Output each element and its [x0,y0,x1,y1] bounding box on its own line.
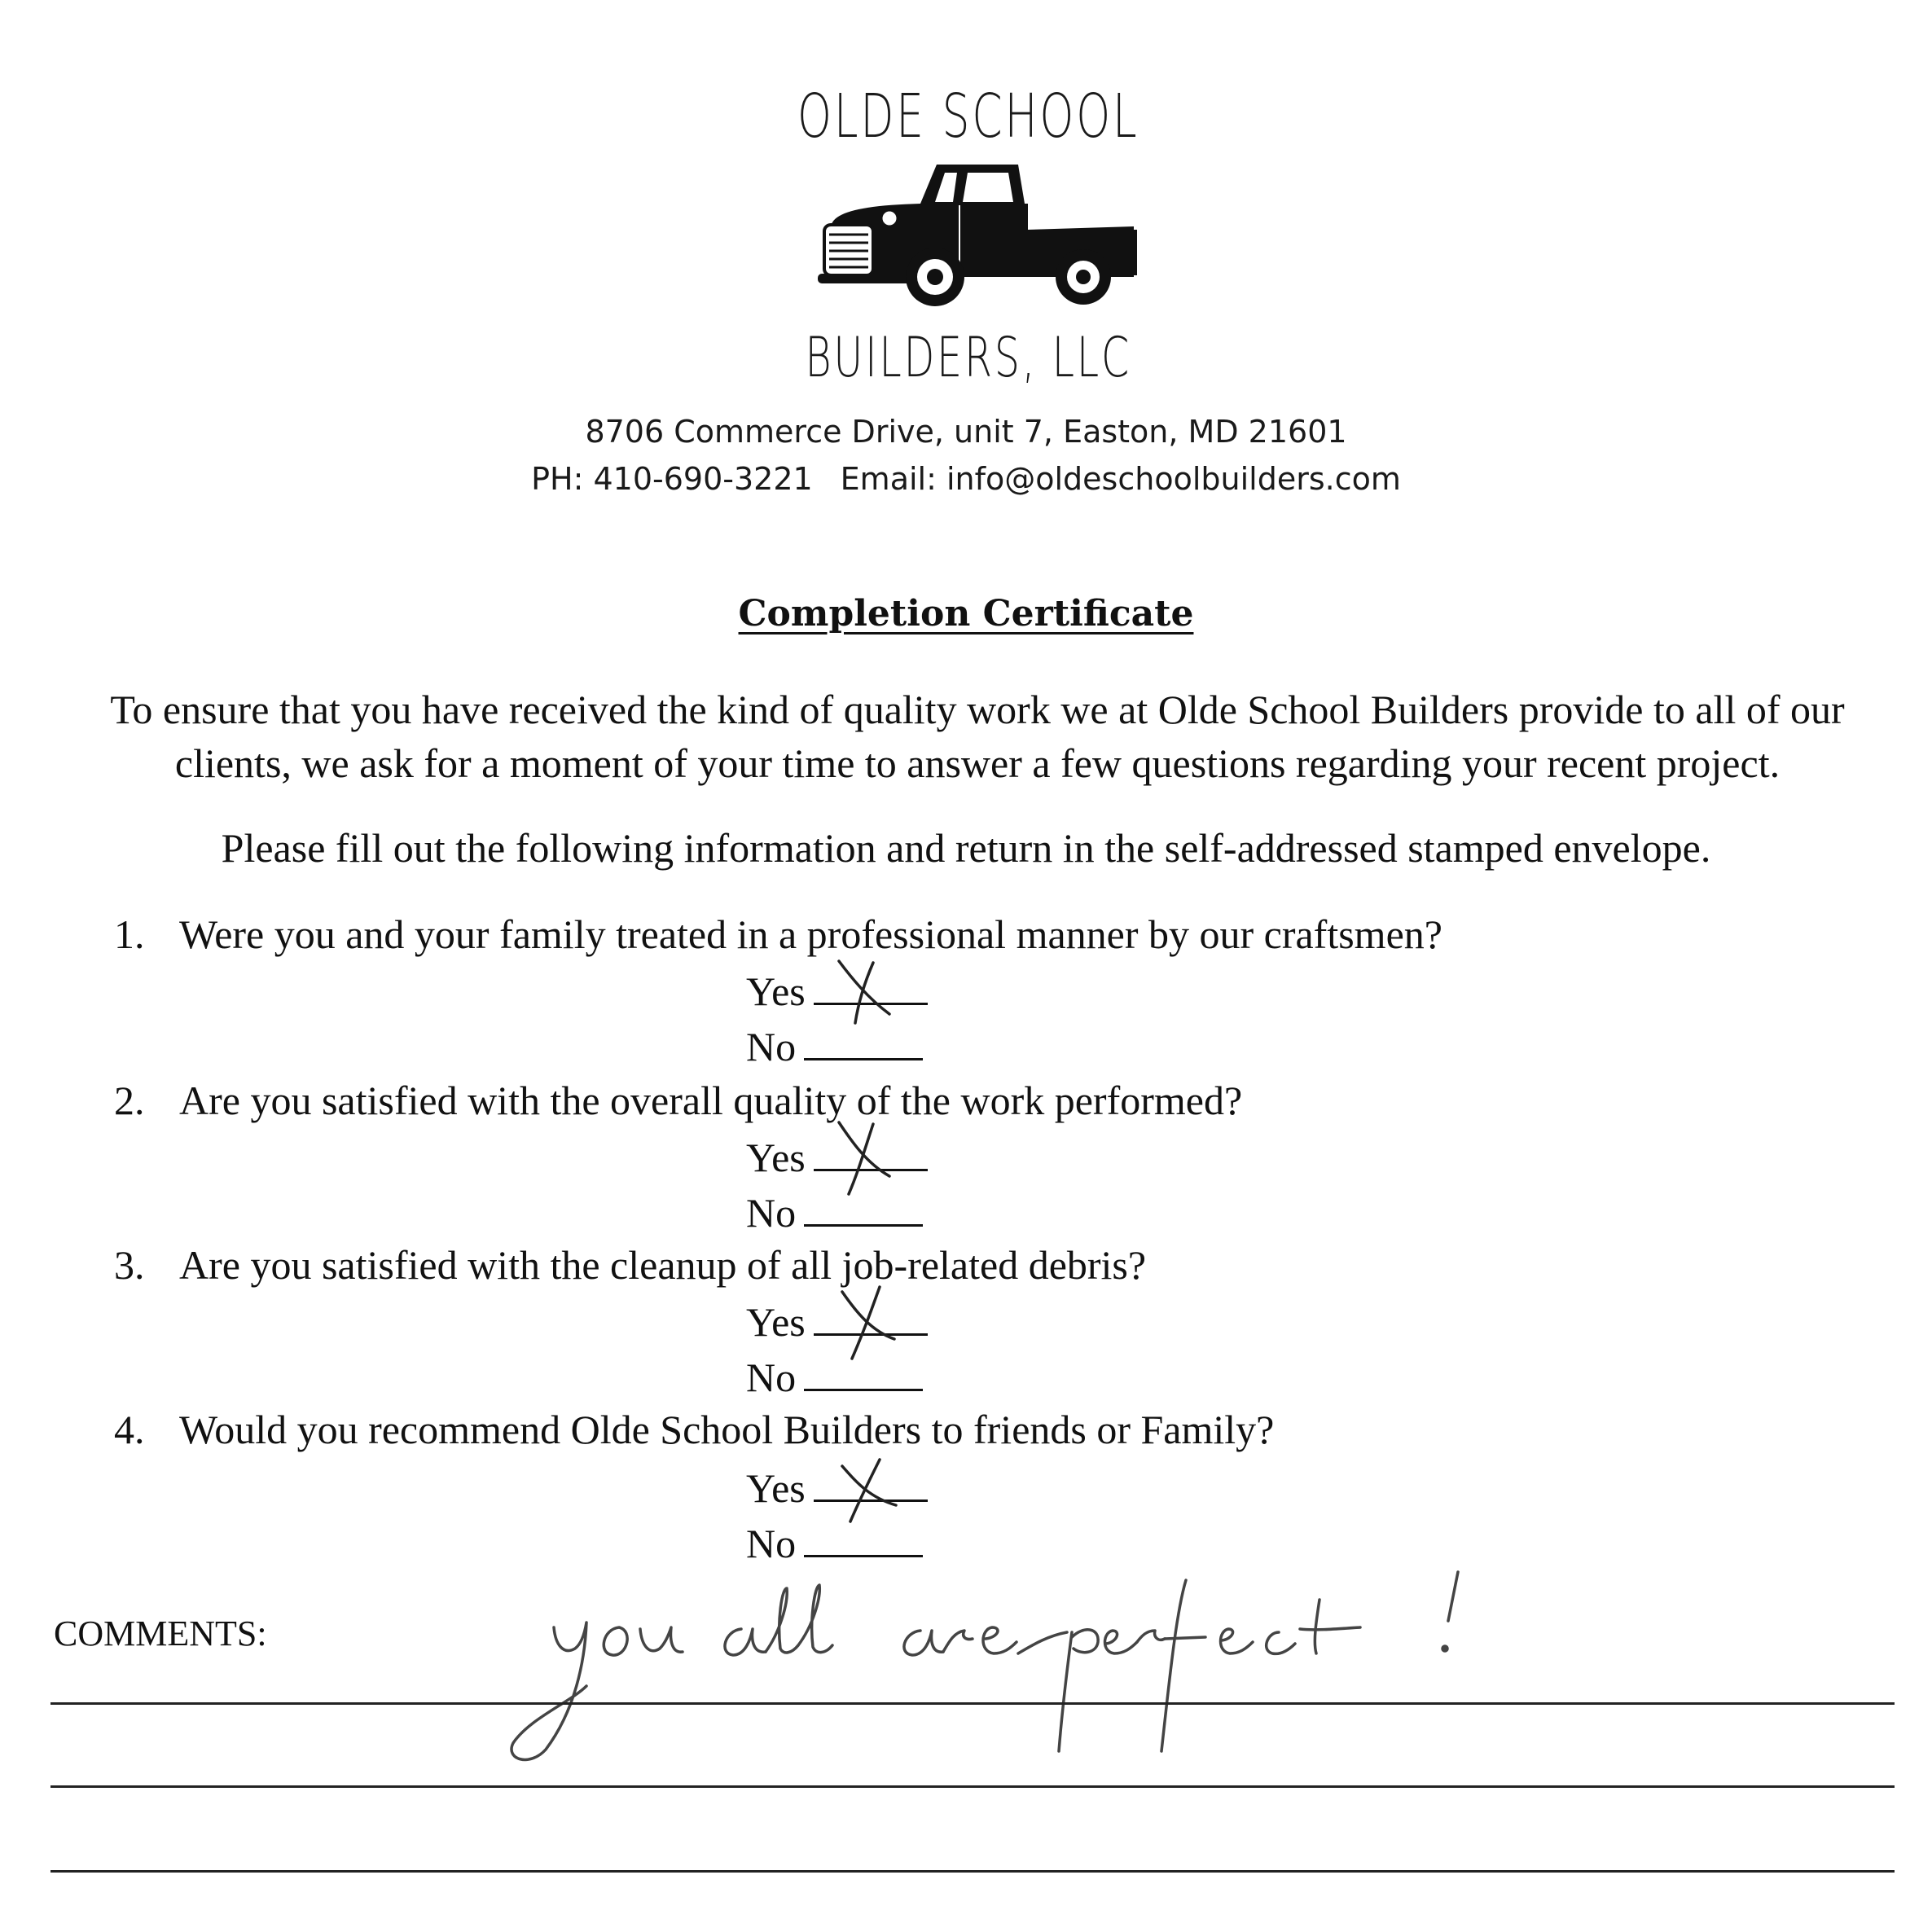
intro-line-1: To ensure that you have received the kind of quality work we at Olde School Builders provide to all of our [110,687,1845,732]
question-4-no-option[interactable] [746,1520,923,1567]
intro-paragraph [49,683,1906,790]
question-number: 1. [114,911,145,957]
yes-label: Yes [746,1465,806,1511]
certificate-title: Completion Certificate [738,593,1194,634]
no-label: No [746,1024,797,1069]
handwritten-comment [497,1564,1556,1776]
company-address: 8706 Commerce Drive, unit 7, Easton, MD 21601 [585,414,1347,450]
comment-line-3[interactable] [50,1870,1895,1873]
no-answer-blank[interactable] [804,1358,923,1391]
question-4 [114,1406,1274,1453]
company-email: Email: info@oldeschoolbuilders.com [840,461,1401,497]
comment-line-2[interactable] [50,1785,1895,1788]
pickup-truck-icon [815,155,1140,310]
no-label: No [746,1355,797,1400]
question-1 [114,911,1442,958]
intro-line-2: clients, we ask for a moment of your time to answer a few questions regarding your recent project. [174,740,1781,786]
yes-label: Yes [746,968,806,1014]
logo-company-bottom: BUILDERS, LLC [805,326,1132,390]
question-3 [114,1241,1146,1289]
question-text: Would you recommend Olde School Builders to friends or Family? [179,1407,1275,1452]
no-label: No [746,1521,797,1566]
question-text: Were you and your family treated in a professional manner by our craftsmen? [179,911,1442,957]
question-1-no-option[interactable] [746,1023,923,1070]
yes-label: Yes [746,1135,806,1180]
question-2 [114,1077,1242,1124]
question-3-yes-checkmark [834,1280,899,1362]
no-answer-blank[interactable] [804,1027,923,1060]
logo-company-top: OLDE SCHOOL [797,81,1139,151]
no-answer-blank[interactable] [804,1193,923,1227]
comments-label: COMMENTS: [54,1614,267,1653]
question-number: 3. [114,1242,145,1288]
instructions: Please fill out the following information and return in the self-addressed stamped envelope. [221,825,1711,871]
question-4-yes-checkmark [829,1451,902,1525]
no-label: No [746,1190,797,1236]
question-text: Are you satisfied with the cleanup of all job-related debris? [179,1242,1147,1288]
question-number: 4. [114,1407,145,1452]
question-text: Are you satisfied with the overall quality of the work performed? [179,1078,1243,1123]
company-contact-line [0,461,1932,497]
question-number: 2. [114,1078,145,1123]
company-phone: PH: 410-690-3221 [531,461,813,497]
comment-line-1[interactable] [50,1702,1895,1705]
question-2-yes-checkmark [829,1116,894,1197]
no-answer-blank[interactable] [804,1524,923,1557]
yes-label: Yes [746,1299,806,1345]
question-1-yes-checkmark [831,953,896,1026]
